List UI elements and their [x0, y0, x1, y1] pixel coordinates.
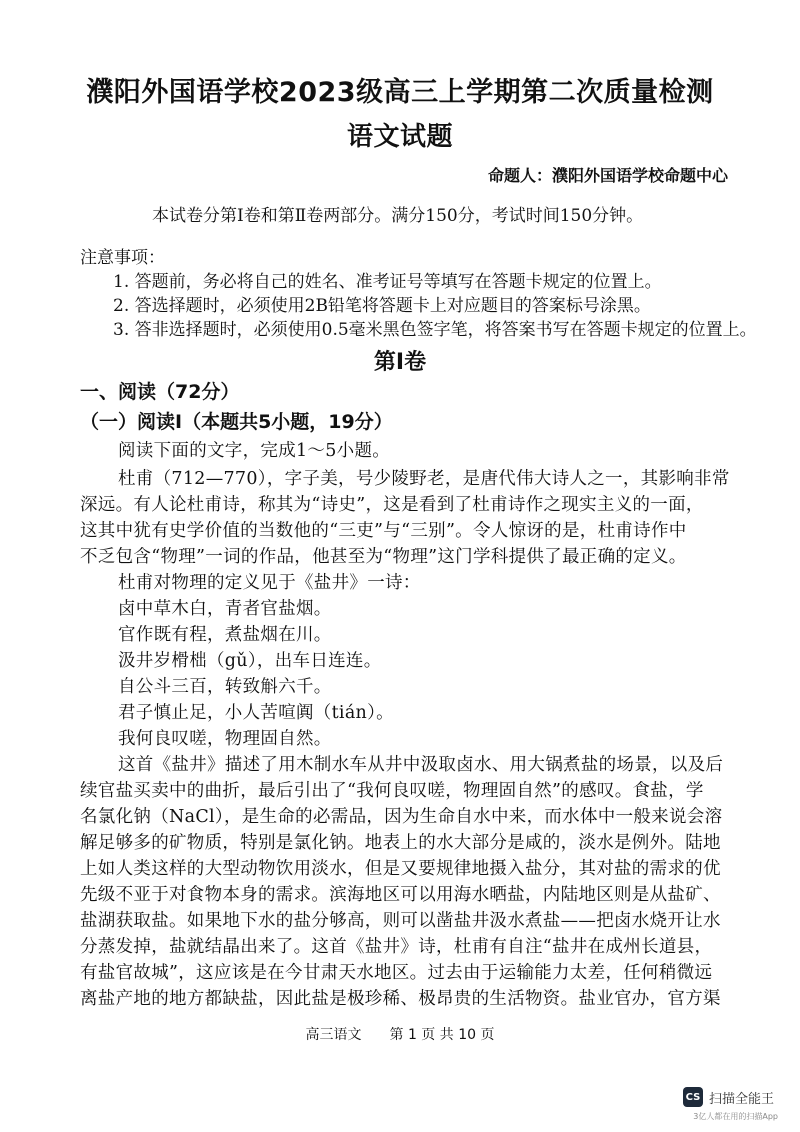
poem-line: 我何良叹嗟，物理固自然。	[118, 729, 332, 749]
reading-instruction: 阅读下面的文字，完成1～5小题。	[118, 441, 391, 461]
passage-line: 杜甫对物理的定义见于《盐井》一诗：	[118, 573, 421, 593]
exam-subtitle: 语文试题	[346, 122, 453, 152]
camscanner-logo-icon: CS	[683, 1087, 703, 1107]
notice-item: 3. 答非选择题时，必须使用0.5毫米黑色签字笔，将答案书写在答题卡规定的位置上。	[113, 320, 757, 340]
subsection-heading: （一）阅读Ⅰ（本题共5小题，19分）	[80, 411, 393, 433]
scanner-app-name: 扫描全能王	[708, 1091, 774, 1107]
passage-line: 分蒸发掉，盐就结晶出来了。这首《盐井》诗，杜甫有自注“盐井在成州长道县，	[80, 937, 713, 957]
passage-line: 解足够多的矿物质，特别是氯化钠。地表上的水大部分是咸的，淡水是例外。陆地	[80, 833, 721, 853]
passage-line: 不乏包含“物理”一词的作品，他甚至为“物理”这门学科提供了最正确的定义。	[80, 547, 687, 567]
scanner-tagline: 3亿人都在用的扫描App	[693, 1112, 778, 1121]
exam-title: 濮阳外国语学校2023级高三上学期第二次质量检测	[86, 77, 714, 108]
passage-line: 深远。有人论杜甫诗，称其为“诗史”，这是看到了杜甫诗作之现实主义的一面，	[80, 495, 704, 515]
poem-line: 自公斗三百，转致斛六千。	[118, 677, 332, 697]
poem-line: 君子慎止足，小人苦喧阗（tián）。	[118, 703, 394, 723]
volume-heading: 第Ⅰ卷	[373, 350, 427, 375]
passage-line: 先级不亚于对食物本身的需求。滨海地区可以用海水晒盐，内陆地区则是从盐矿、	[80, 885, 721, 905]
passage-line: 盐湖获取盐。如果地下水的盐分够高，则可以凿盐井汲水煮盐——把卤水烧开让水	[80, 911, 721, 931]
passage-line: 名氯化钠（NaCl），是生命的必需品，因为生命自水中来，而水体中一般来说会溶	[80, 807, 723, 827]
notice-item: 2. 答选择题时，必须使用2B铅笔将答题卡上对应题目的答案标号涂黑。	[113, 296, 651, 316]
passage-line: 上如人类这样的大型动物饮用淡水，但是又要规律地摄入盐分，其对盐的需求的优	[80, 859, 721, 879]
passage-line: 杜甫（712—770），字子美，号少陵野老，是唐代伟大诗人之一，其影响非常	[118, 469, 730, 489]
poem-line: 汲井岁榾柮（gǔ），出车日连连。	[118, 651, 382, 671]
scanner-badge	[683, 1087, 774, 1107]
notice-item: 1. 答题前，务必将自己的姓名、准考证号等填写在答题卡规定的位置上。	[113, 272, 662, 292]
passage-line: 这其中犹有史学价值的当数他的“三吏”与“三别”。令人惊讶的是，杜甫诗作中	[80, 521, 687, 541]
section-heading: 一、阅读（72分）	[80, 381, 240, 403]
passage-line: 这首《盐井》描述了用木制水车从井中汲取卤水、用大锅煮盐的场景，以及后	[118, 755, 724, 775]
author-line: 命题人：濮阳外国语学校命题中心	[487, 166, 728, 185]
passage-line: 有盐官故城”，这应该是在今甘肃天水地区。过去由于运输能力太差，任何稍微远	[80, 963, 713, 983]
exam-intro: 本试卷分第Ⅰ卷和第Ⅱ卷两部分。满分150分，考试时间150分钟。	[152, 206, 644, 226]
passage-line: 离盐产地的地方都缺盐，因此盐是极珍稀、极昂贵的生活物资。盐业官办，官方渠	[80, 989, 721, 1009]
notice-heading: 注意事项：	[80, 248, 165, 268]
poem-line: 卤中草木白，青者官盐烟。	[118, 599, 332, 619]
passage-line: 续官盐买卖中的曲折，最后引出了“我何良叹嗟，物理固自然”的感叹。食盐，学	[80, 781, 704, 801]
page-footer: 高三语文 第 1 页 共 10 页	[305, 1027, 495, 1043]
poem-line: 官作既有程，煮盐烟在川。	[118, 625, 332, 645]
